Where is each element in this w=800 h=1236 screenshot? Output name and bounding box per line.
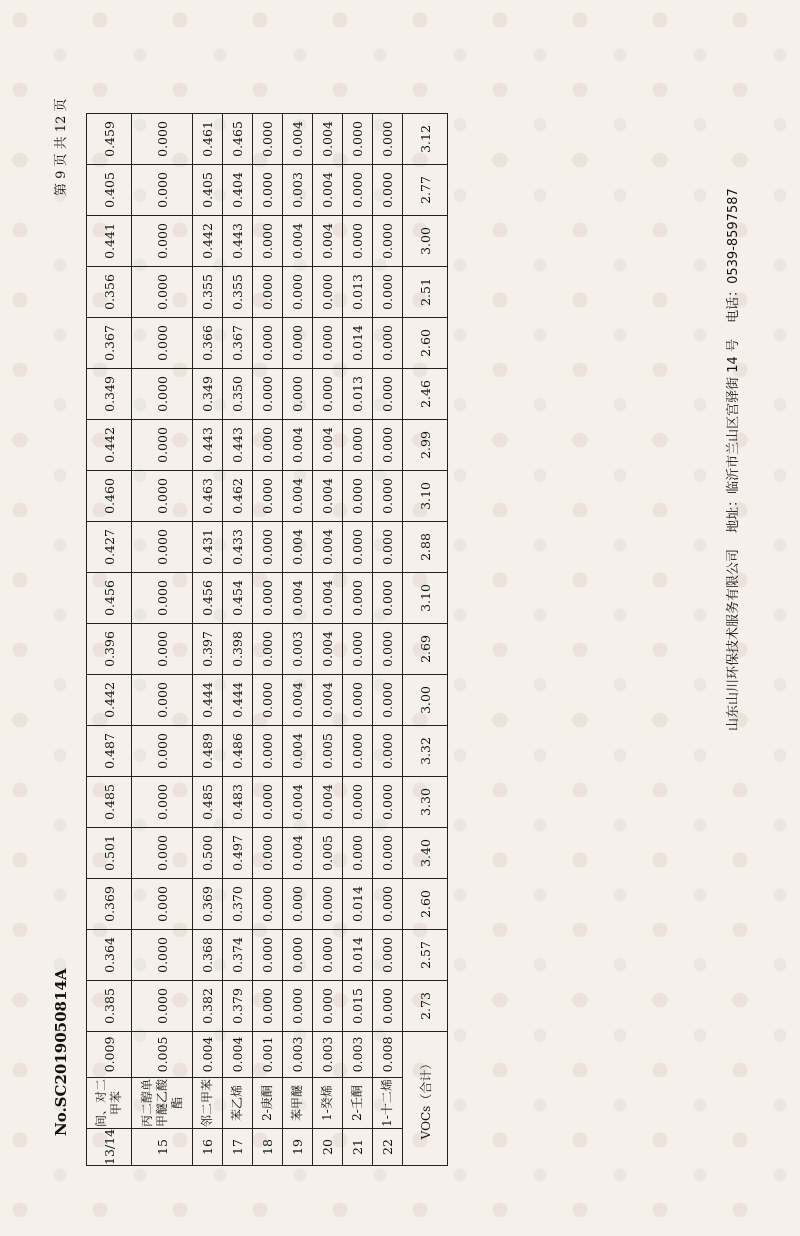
value-cell: 0.443 (193, 419, 223, 470)
value-cell: 0.000 (132, 776, 193, 827)
total-value-cell: 3.12 (403, 113, 448, 164)
value-cell: 0.013 (343, 368, 373, 419)
value-cell: 0.000 (132, 827, 193, 878)
value-cell: 0.355 (193, 266, 223, 317)
value-cell: 0.000 (343, 674, 373, 725)
value-cell: 0.462 (223, 470, 253, 521)
value-cell: 0.374 (223, 929, 253, 980)
value-cell: 0.000 (373, 368, 403, 419)
value-cell: 0.444 (223, 674, 253, 725)
value-cell: 0.004 (283, 827, 313, 878)
value-cell: 0.000 (343, 623, 373, 674)
value-cell: 0.396 (87, 623, 132, 674)
value-cell: 0.015 (343, 980, 373, 1031)
value-cell: 0.004 (283, 674, 313, 725)
value-cell: 0.000 (343, 164, 373, 215)
table-row (343, 113, 373, 1165)
value-cell: 0.004 (193, 1031, 223, 1077)
value-cell: 0.463 (193, 470, 223, 521)
value-cell: 0.004 (313, 164, 343, 215)
total-value-cell: 3.30 (403, 776, 448, 827)
value-cell: 0.497 (223, 827, 253, 878)
table-row (283, 113, 313, 1165)
value-cell: 0.004 (283, 215, 313, 266)
value-cell: 0.000 (132, 878, 193, 929)
company-phone: 电话：0539-8597587 (726, 188, 741, 323)
company-name: 山东山川环保技术服务有限公司 (726, 548, 741, 731)
value-cell: 0.442 (193, 215, 223, 266)
value-cell: 0.000 (253, 980, 283, 1031)
value-cell: 0.003 (343, 1031, 373, 1077)
value-cell: 0.001 (253, 1031, 283, 1077)
value-cell: 0.382 (193, 980, 223, 1031)
value-cell: 0.405 (193, 164, 223, 215)
value-cell: 0.000 (132, 572, 193, 623)
value-cell: 0.013 (343, 266, 373, 317)
table-row (313, 113, 343, 1165)
table-row (253, 113, 283, 1165)
value-cell: 0.500 (193, 827, 223, 878)
value-cell: 0.355 (223, 266, 253, 317)
value-cell: 0.367 (223, 317, 253, 368)
value-cell: 0.000 (253, 572, 283, 623)
value-cell: 0.433 (223, 521, 253, 572)
total-value-cell: 2.73 (403, 980, 448, 1031)
value-cell: 0.000 (373, 521, 403, 572)
value-cell: 0.004 (313, 113, 343, 164)
value-cell: 0.000 (253, 164, 283, 215)
value-cell: 0.000 (373, 929, 403, 980)
row-number: 16 (193, 1128, 223, 1165)
value-cell: 0.000 (343, 521, 373, 572)
value-cell: 0.000 (343, 470, 373, 521)
value-cell: 0.000 (132, 164, 193, 215)
value-cell: 0.000 (253, 521, 283, 572)
value-cell: 0.000 (253, 725, 283, 776)
value-cell: 0.008 (373, 1031, 403, 1077)
total-value-cell: 2.99 (403, 419, 448, 470)
table-row (193, 113, 223, 1165)
row-number: 21 (343, 1128, 373, 1165)
total-value-cell: 2.57 (403, 929, 448, 980)
value-cell: 0.369 (193, 878, 223, 929)
total-value-cell: 3.40 (403, 827, 448, 878)
value-cell: 0.004 (313, 215, 343, 266)
value-cell: 0.000 (132, 929, 193, 980)
value-cell: 0.000 (373, 623, 403, 674)
value-cell: 0.000 (373, 470, 403, 521)
row-number: 20 (313, 1128, 343, 1165)
total-value-cell: 2.69 (403, 623, 448, 674)
value-cell: 0.003 (283, 623, 313, 674)
value-cell: 0.483 (223, 776, 253, 827)
value-cell: 0.000 (253, 674, 283, 725)
row-number: 22 (373, 1128, 403, 1165)
value-cell: 0.349 (87, 368, 132, 419)
total-value-cell: 3.00 (403, 215, 448, 266)
value-cell: 0.000 (373, 113, 403, 164)
value-cell: 0.003 (283, 1031, 313, 1077)
value-cell: 0.461 (193, 113, 223, 164)
value-cell: 0.000 (313, 317, 343, 368)
table-row (132, 113, 193, 1165)
value-cell: 0.000 (343, 725, 373, 776)
value-cell: 0.000 (253, 776, 283, 827)
value-cell: 0.000 (313, 929, 343, 980)
value-cell: 0.000 (313, 980, 343, 1031)
value-cell: 0.000 (373, 980, 403, 1031)
value-cell: 0.398 (223, 623, 253, 674)
value-cell: 0.000 (132, 368, 193, 419)
report-number: No.SC2019050814A (52, 968, 70, 1136)
value-cell: 0.000 (253, 878, 283, 929)
value-cell: 0.000 (343, 419, 373, 470)
value-cell: 0.005 (132, 1031, 193, 1077)
compound-name: 2-庚酮 (253, 1077, 283, 1128)
value-cell: 0.004 (313, 776, 343, 827)
value-cell: 0.000 (373, 215, 403, 266)
value-cell: 0.004 (283, 521, 313, 572)
value-cell: 0.000 (253, 113, 283, 164)
value-cell: 0.000 (253, 215, 283, 266)
value-cell: 0.454 (223, 572, 253, 623)
value-cell: 0.000 (283, 980, 313, 1031)
total-value-cell: 2.88 (403, 521, 448, 572)
value-cell: 0.005 (313, 827, 343, 878)
value-cell: 0.369 (87, 878, 132, 929)
total-value-cell: 3.10 (403, 470, 448, 521)
total-value-cell: 2.51 (403, 266, 448, 317)
footer (722, 176, 741, 731)
voc-results-table (86, 113, 448, 1166)
value-cell: 0.366 (193, 317, 223, 368)
value-cell: 0.441 (87, 215, 132, 266)
row-number: 15 (132, 1128, 193, 1165)
value-cell: 0.000 (343, 572, 373, 623)
value-cell: 0.014 (343, 317, 373, 368)
row-number: 18 (253, 1128, 283, 1165)
value-cell: 0.004 (313, 623, 343, 674)
compound-name: 苯乙烯 (223, 1077, 253, 1128)
value-cell: 0.501 (87, 827, 132, 878)
value-cell: 0.443 (223, 419, 253, 470)
value-cell: 0.367 (87, 317, 132, 368)
value-cell: 0.000 (132, 623, 193, 674)
value-cell: 0.000 (373, 674, 403, 725)
total-value-cell: 3.00 (403, 674, 448, 725)
compound-name: 1-癸烯 (313, 1077, 343, 1128)
value-cell: 0.350 (223, 368, 253, 419)
value-cell: 0.460 (87, 470, 132, 521)
value-cell: 0.000 (343, 215, 373, 266)
value-cell: 0.000 (132, 521, 193, 572)
compound-name: 间、对二甲苯 (87, 1077, 132, 1128)
value-cell: 0.009 (87, 1031, 132, 1077)
row-number: 17 (223, 1128, 253, 1165)
value-cell: 0.004 (313, 521, 343, 572)
value-cell: 0.000 (253, 929, 283, 980)
value-cell: 0.444 (193, 674, 223, 725)
value-cell: 0.000 (313, 266, 343, 317)
value-cell: 0.004 (283, 419, 313, 470)
value-cell: 0.456 (87, 572, 132, 623)
value-cell: 0.004 (283, 725, 313, 776)
value-cell: 0.349 (193, 368, 223, 419)
compound-name: 苯甲醚 (283, 1077, 313, 1128)
total-value-cell: 2.60 (403, 878, 448, 929)
value-cell: 0.000 (132, 419, 193, 470)
total-value-cell: 2.77 (403, 164, 448, 215)
value-cell: 0.004 (223, 1031, 253, 1077)
value-cell: 0.000 (132, 317, 193, 368)
value-cell: 0.485 (193, 776, 223, 827)
value-cell: 0.000 (313, 368, 343, 419)
value-cell: 0.000 (343, 113, 373, 164)
value-cell: 0.003 (313, 1031, 343, 1077)
value-cell: 0.364 (87, 929, 132, 980)
row-number: 19 (283, 1128, 313, 1165)
value-cell: 0.000 (373, 266, 403, 317)
value-cell: 0.431 (193, 521, 223, 572)
value-cell: 0.000 (283, 317, 313, 368)
value-cell: 0.485 (87, 776, 132, 827)
value-cell: 0.000 (253, 419, 283, 470)
value-cell: 0.000 (132, 470, 193, 521)
value-cell: 0.000 (373, 827, 403, 878)
value-cell: 0.000 (253, 470, 283, 521)
value-cell: 0.000 (253, 623, 283, 674)
page-indicator: 第 9 页 共 12 页 (54, 98, 69, 196)
value-cell: 0.000 (253, 827, 283, 878)
compound-name: 1-十二烯 (373, 1077, 403, 1128)
row-number: 13/14 (87, 1128, 132, 1165)
value-cell: 0.465 (223, 113, 253, 164)
value-cell: 0.000 (253, 368, 283, 419)
value-cell: 0.004 (313, 674, 343, 725)
table-row (87, 113, 132, 1165)
value-cell: 0.405 (87, 164, 132, 215)
value-cell: 0.000 (283, 929, 313, 980)
value-cell: 0.000 (132, 980, 193, 1031)
value-cell: 0.000 (253, 266, 283, 317)
value-cell: 0.000 (373, 419, 403, 470)
value-cell: 0.004 (283, 776, 313, 827)
value-cell: 0.000 (283, 368, 313, 419)
value-cell: 0.014 (343, 929, 373, 980)
total-value-cell: 2.46 (403, 368, 448, 419)
value-cell: 0.014 (343, 878, 373, 929)
total-value-cell: 3.10 (403, 572, 448, 623)
total-label: VOCs（合计） (403, 1031, 448, 1165)
value-cell: 0.459 (87, 113, 132, 164)
compound-name: 丙二醇单甲醚乙酸酯 (132, 1077, 193, 1128)
value-cell: 0.356 (87, 266, 132, 317)
value-cell: 0.370 (223, 878, 253, 929)
table-row (373, 113, 403, 1165)
value-cell: 0.379 (223, 980, 253, 1031)
value-cell: 0.487 (87, 725, 132, 776)
value-cell: 0.004 (313, 572, 343, 623)
value-cell: 0.404 (223, 164, 253, 215)
total-value-cell: 2.60 (403, 317, 448, 368)
value-cell: 0.000 (132, 215, 193, 266)
value-cell: 0.000 (253, 317, 283, 368)
value-cell: 0.442 (87, 419, 132, 470)
value-cell: 0.003 (283, 164, 313, 215)
value-cell: 0.004 (283, 470, 313, 521)
compound-name: 邻二甲苯 (193, 1077, 223, 1128)
value-cell: 0.456 (193, 572, 223, 623)
total-value-cell: 3.32 (403, 725, 448, 776)
value-cell: 0.000 (132, 113, 193, 164)
value-cell: 0.000 (373, 776, 403, 827)
value-cell: 0.000 (313, 878, 343, 929)
value-cell: 0.000 (373, 164, 403, 215)
value-cell: 0.004 (283, 572, 313, 623)
compound-name: 2-壬酮 (343, 1077, 373, 1128)
value-cell: 0.000 (132, 725, 193, 776)
value-cell: 0.000 (283, 266, 313, 317)
value-cell: 0.005 (313, 725, 343, 776)
value-cell: 0.489 (193, 725, 223, 776)
value-cell: 0.397 (193, 623, 223, 674)
value-cell: 0.000 (373, 725, 403, 776)
value-cell: 0.004 (283, 113, 313, 164)
value-cell: 0.443 (223, 215, 253, 266)
value-cell: 0.000 (373, 572, 403, 623)
company-address: 地址：临沂市兰山区宫驿街 14 号 (726, 339, 741, 533)
value-cell: 0.004 (313, 470, 343, 521)
value-cell: 0.004 (313, 419, 343, 470)
value-cell: 0.385 (87, 980, 132, 1031)
value-cell: 0.000 (373, 317, 403, 368)
value-cell: 0.000 (373, 878, 403, 929)
value-cell: 0.368 (193, 929, 223, 980)
total-row (403, 113, 448, 1165)
value-cell: 0.486 (223, 725, 253, 776)
value-cell: 0.442 (87, 674, 132, 725)
value-cell: 0.427 (87, 521, 132, 572)
value-cell: 0.000 (132, 674, 193, 725)
value-cell: 0.000 (132, 266, 193, 317)
table-row (223, 113, 253, 1165)
value-cell: 0.000 (343, 827, 373, 878)
value-cell: 0.000 (283, 878, 313, 929)
value-cell: 0.000 (343, 776, 373, 827)
